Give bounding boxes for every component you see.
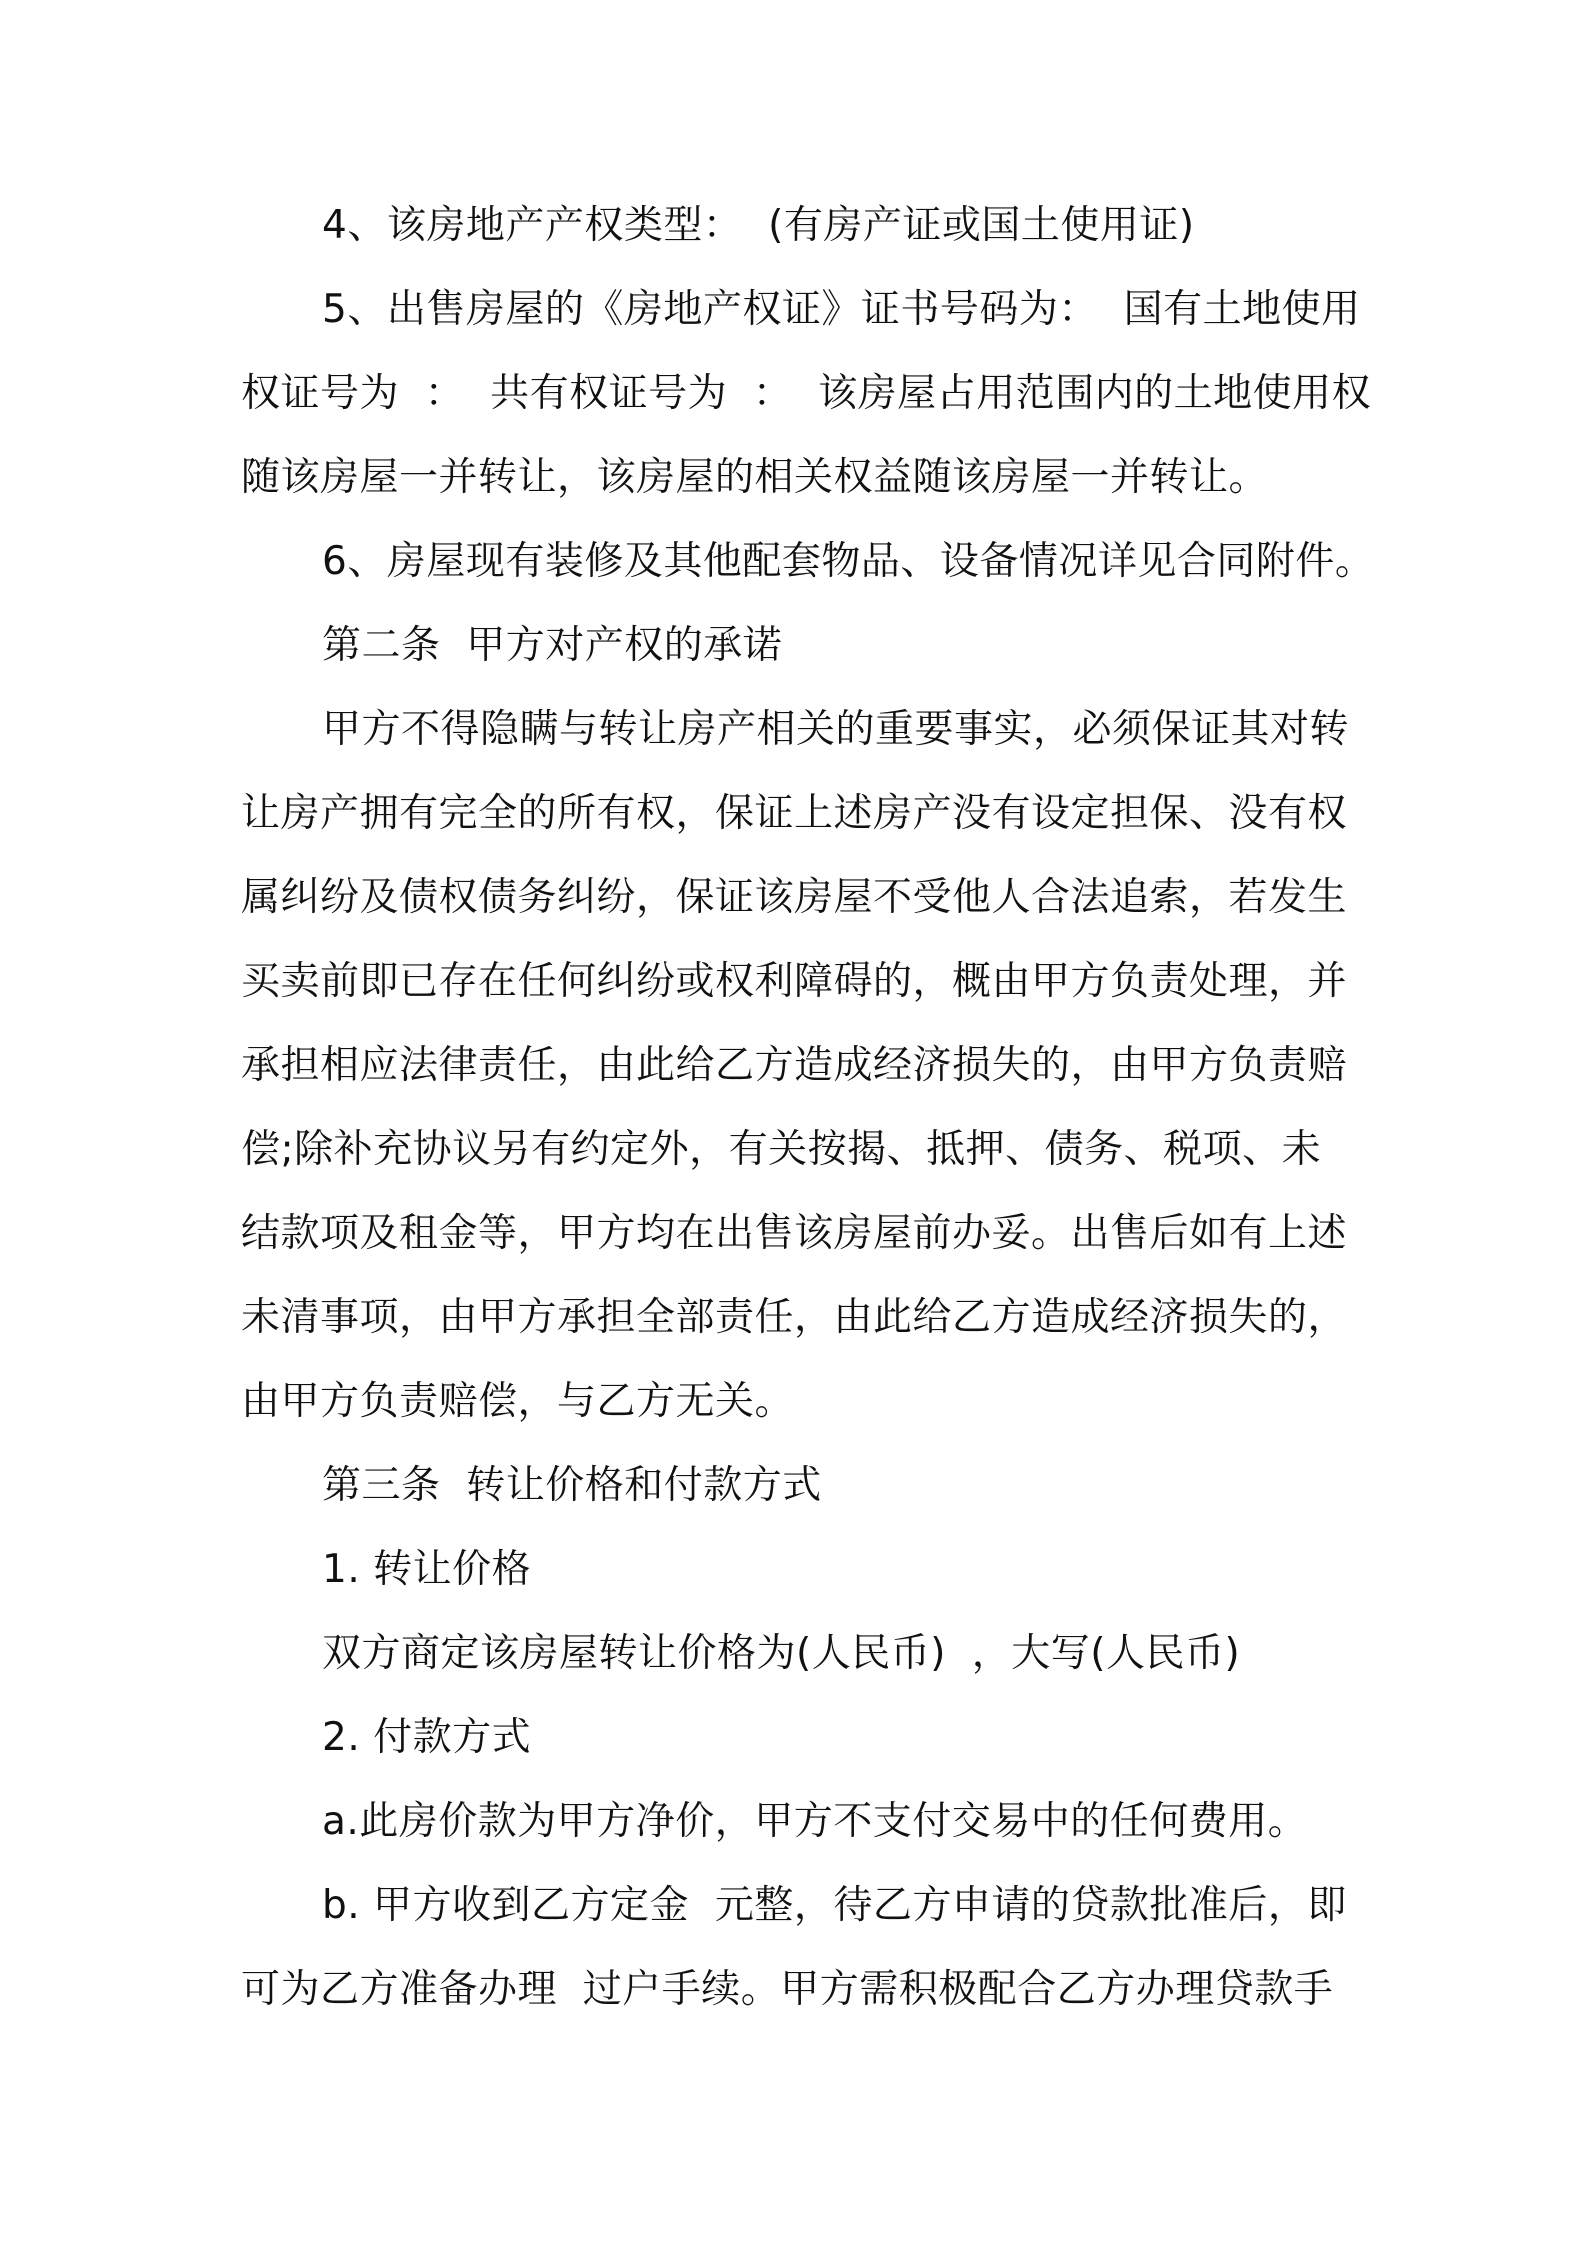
article-2-paragraph-continued: 属纠纷及债权债务纠纷，保证该房屋不受他人合法追索，若发生 — [241, 875, 1348, 920]
payment-item-b-continued: 可为乙方准备办理 过户手续。甲方需积极配合乙方办理贷款手 — [241, 1967, 1334, 2012]
section-transfer-price-heading: 1. 转让价格 — [322, 1547, 532, 1592]
transfer-price-text: 双方商定该房屋转让价格为(人民币) ，大写(人民币) — [322, 1631, 1241, 1676]
article-2-heading: 第二条 甲方对产权的承诺 — [322, 623, 783, 668]
article-2-paragraph-continued: 承担相应法律责任，由此给乙方造成经济损失的，由甲方负责赔 — [241, 1043, 1348, 1088]
clause-item-5: 5、出售房屋的《房地产权证》证书号码为： 国有土地使用 — [322, 287, 1361, 332]
article-2-paragraph-continued: 由甲方负责赔偿，与乙方无关。 — [241, 1379, 795, 1424]
clause-item-5-continued: 随该房屋一并转让，该房屋的相关权益随该房屋一并转让。 — [241, 455, 1269, 500]
section-payment-method-heading: 2. 付款方式 — [322, 1715, 532, 1760]
article-3-heading: 第三条 转让价格和付款方式 — [322, 1463, 822, 1508]
article-2-paragraph-continued: 让房产拥有完全的所有权，保证上述房产没有设定担保、没有权 — [241, 791, 1348, 836]
payment-item-a: a.此房价款为甲方净价，甲方不支付交易中的任何费用。 — [322, 1799, 1308, 1844]
article-2-paragraph-continued: 买卖前即已存在任何纠纷或权利障碍的，概由甲方负责处理，并 — [241, 959, 1348, 1004]
clause-item-6: 6、房屋现有装修及其他配套物品、设备情况详见合同附件。 — [322, 539, 1375, 584]
article-2-paragraph: 甲方不得隐瞒与转让房产相关的重要事实，必须保证其对转 — [322, 707, 1350, 752]
article-2-paragraph-continued: 结款项及租金等，甲方均在出售该房屋前办妥。出售后如有上述 — [241, 1211, 1348, 1256]
article-2-paragraph-continued: 偿;除补充协议另有约定外，有关按揭、抵押、债务、税项、未 — [241, 1127, 1322, 1172]
clause-item-5-continued: 权证号为 ： 共有权证号为 ： 该房屋占用范围内的土地使用权 — [241, 371, 1372, 416]
article-2-paragraph-continued: 未清事项，由甲方承担全部责任，由此给乙方造成经济损失的， — [241, 1295, 1348, 1340]
clause-item-4: 4、该房地产产权类型： (有房产证或国土使用证) — [322, 203, 1195, 248]
payment-item-b: b. 甲方收到乙方定金 元整，待乙方申请的贷款批准后，即 — [322, 1883, 1347, 1928]
